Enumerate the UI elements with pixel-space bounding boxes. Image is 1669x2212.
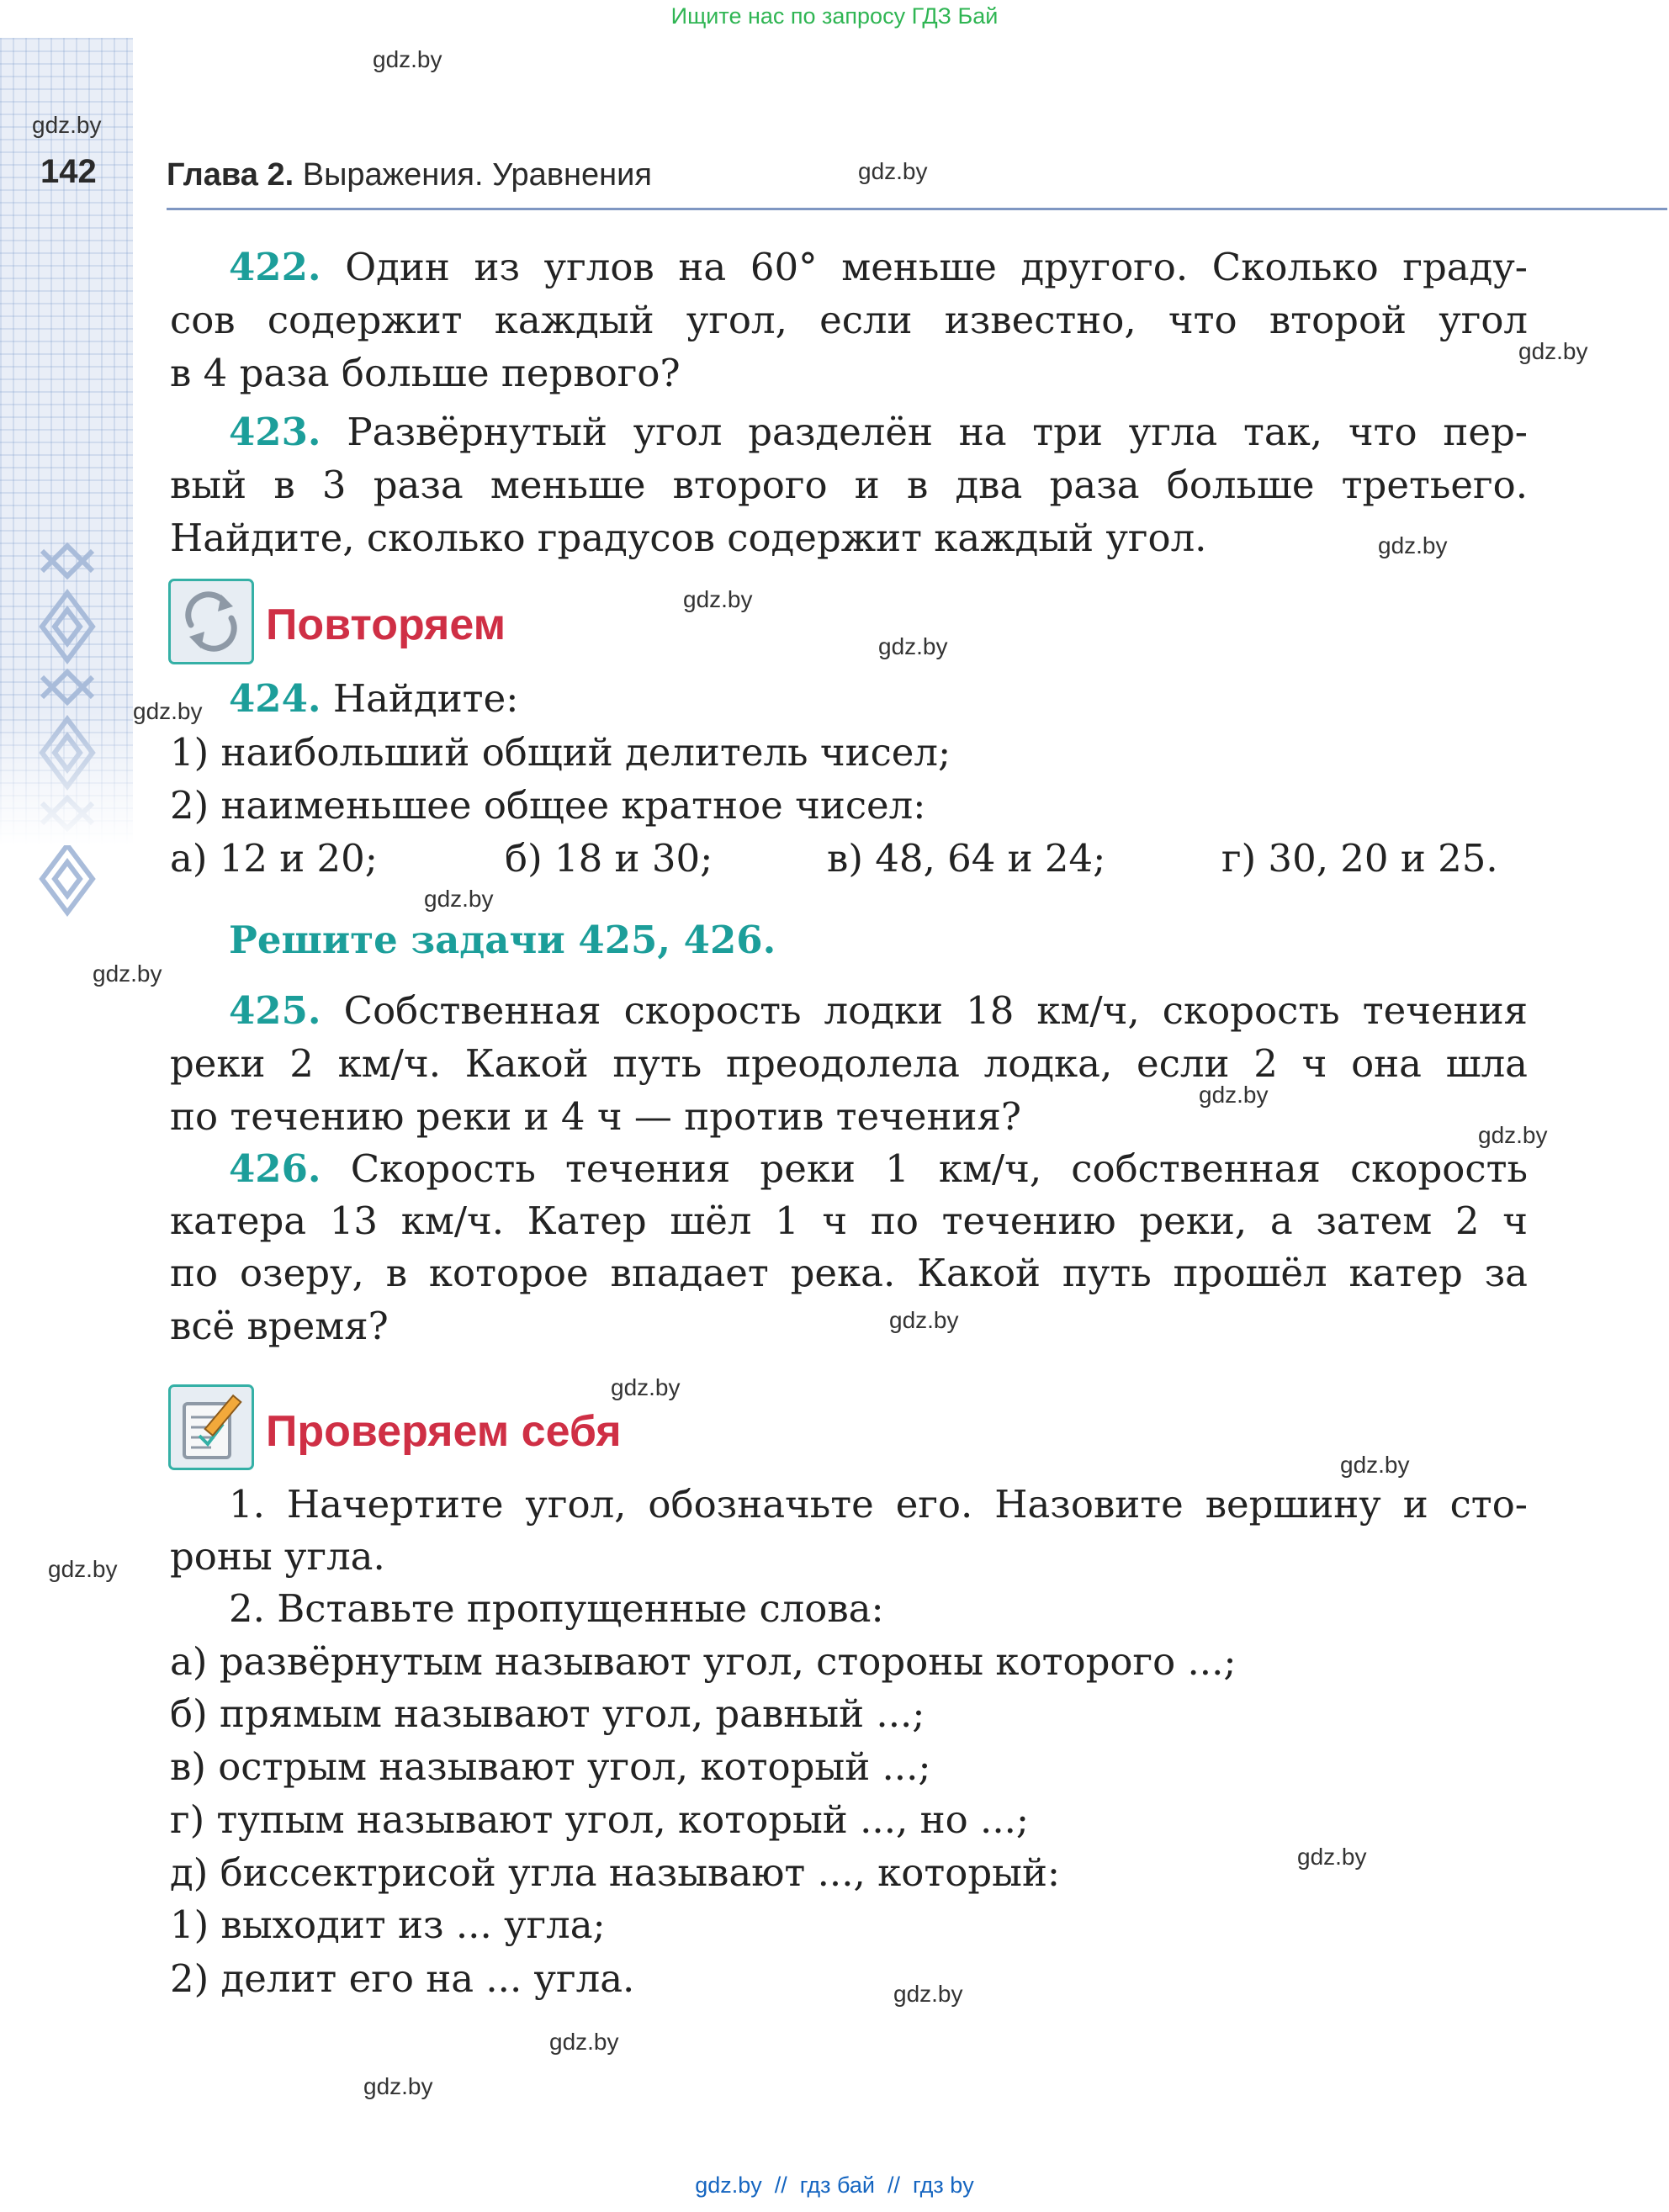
check-item-a: а) развёрнутым называют угол, стороны которого ...; (170, 1639, 1237, 1684)
watermark: gdz.by (373, 46, 442, 72)
problem-text: сов содержит каждый угол, если известно, что второй угол (170, 298, 1528, 342)
problem-426 (229, 1143, 1528, 1195)
watermark: gdz.by (893, 1981, 963, 2007)
solve-problems-heading: Решите задачи 425, 426. (229, 918, 776, 962)
check-subitem-1: 1) выходит из ... угла; (170, 1902, 606, 1947)
problem-number: 426. (229, 1146, 321, 1191)
watermark: gdz.by (549, 2029, 619, 2055)
problem-text: Скорость течения реки 1 км/ч, собственная скорость (350, 1146, 1528, 1191)
watermark: gdz.by (683, 586, 753, 612)
page-number: 142 (40, 153, 97, 190)
problem-424 (229, 673, 1528, 725)
chapter-label: Глава 2. (167, 157, 294, 193)
repeat-section-icon (168, 579, 254, 664)
problem-425 (229, 985, 1528, 1037)
problem-text: Найдите: (332, 676, 519, 721)
check-item-g: г) тупым называют угол, который ..., но ...; (170, 1797, 1030, 1842)
problem-423 (229, 406, 1528, 458)
watermark: gdz.by (878, 633, 948, 659)
watermark: gdz.by (1518, 338, 1588, 364)
problem-text: 2) наименьшее общее кратное чисел: (170, 783, 926, 828)
option-v: в) 48, 64 и 24; (827, 836, 1106, 881)
chapter-header (167, 157, 652, 193)
problem-number: 425. (229, 988, 321, 1033)
problem-number: 424. (229, 676, 321, 721)
footer-links[interactable]: gdz.by // гдз бай // гдз by (695, 2172, 974, 2198)
problem-text: Один из углов на 60° меньше другого. Сколько граду- (345, 245, 1528, 289)
section-title-check: Проверяем себя (266, 1407, 622, 1456)
problem-text: реки 2 км/ч. Какой путь преодолела лодка, если 2 ч она шла (170, 1041, 1528, 1086)
watermark: gdz.by (1297, 1844, 1367, 1870)
problem-text: по озеру, в которое впадает река. Какой путь прошёл катер за (170, 1251, 1528, 1295)
problem-text: 1) наибольший общий делитель чисел; (170, 730, 951, 775)
watermark: gdz.by (48, 1556, 118, 1582)
check-item-b: б) прямым называют угол, равный ...; (170, 1691, 925, 1736)
option-g: г) 30, 20 и 25. (1221, 836, 1498, 881)
check-subitem-2: 2) делит его на ... угла. (170, 1956, 635, 2001)
watermark: gdz.by (858, 158, 928, 184)
watermark: gdz.by (889, 1307, 959, 1333)
section-title-repeat: Повторяем (266, 601, 506, 649)
check-question-2: 2. Вставьте пропущенные слова: (229, 1586, 884, 1631)
problem-text: вый в 3 раза меньше второго и в два раза больше третьего. (170, 463, 1528, 507)
ornament-icon (37, 542, 98, 929)
check-question-1: 1. Начертите угол, обозначьте его. Назовите вершину и сто- (229, 1482, 1528, 1527)
problem-text: по течению реки и 4 ч — против течения? (170, 1094, 1022, 1139)
problem-number: 422. (229, 245, 321, 289)
watermark: gdz.by (1478, 1122, 1548, 1148)
problem-number: 423. (229, 410, 321, 454)
problem-422 (229, 241, 1528, 294)
check-section-icon (168, 1384, 254, 1470)
watermark: gdz.by (93, 960, 162, 987)
watermark: gdz.by (1340, 1452, 1410, 1478)
check-item-v: в) острым называют угол, который ...; (170, 1744, 931, 1789)
watermark: gdz.by (1199, 1082, 1269, 1108)
check-item-d: д) биссектрисой угла называют ..., который: (170, 1850, 1061, 1895)
option-a: а) 12 и 20; (170, 836, 378, 881)
notepad-pencil-icon (171, 1387, 252, 1468)
top-search-link[interactable]: Ищите нас по запросу ГДЗ Бай (670, 3, 999, 29)
header-rule (167, 208, 1667, 210)
problem-text: Развёрнутый угол разделён на три угла так, что пер- (347, 410, 1528, 454)
option-b: б) 18 и 30; (505, 836, 713, 881)
problem-text: в 4 раза больше первого? (170, 351, 681, 395)
repeat-icon (171, 581, 252, 662)
watermark: gdz.by (424, 886, 494, 912)
problem-text: Собственная скорость лодки 18 км/ч, скорость течения (343, 988, 1528, 1033)
problem-text: катера 13 км/ч. Катер шёл 1 ч по течению реки, а затем 2 ч (170, 1199, 1528, 1243)
chapter-title: Выражения. Уравнения (302, 157, 652, 193)
problem-text: всё время? (170, 1304, 389, 1348)
watermark: gdz.by (1378, 532, 1448, 558)
watermark: gdz.by (32, 112, 102, 138)
watermark: gdz.by (133, 698, 203, 724)
problem-text: Найдите, сколько градусов содержит каждый угол. (170, 516, 1207, 560)
watermark: gdz.by (611, 1374, 681, 1400)
watermark: gdz.by (363, 2073, 433, 2099)
check-question-1-cont: роны угла. (170, 1534, 385, 1579)
